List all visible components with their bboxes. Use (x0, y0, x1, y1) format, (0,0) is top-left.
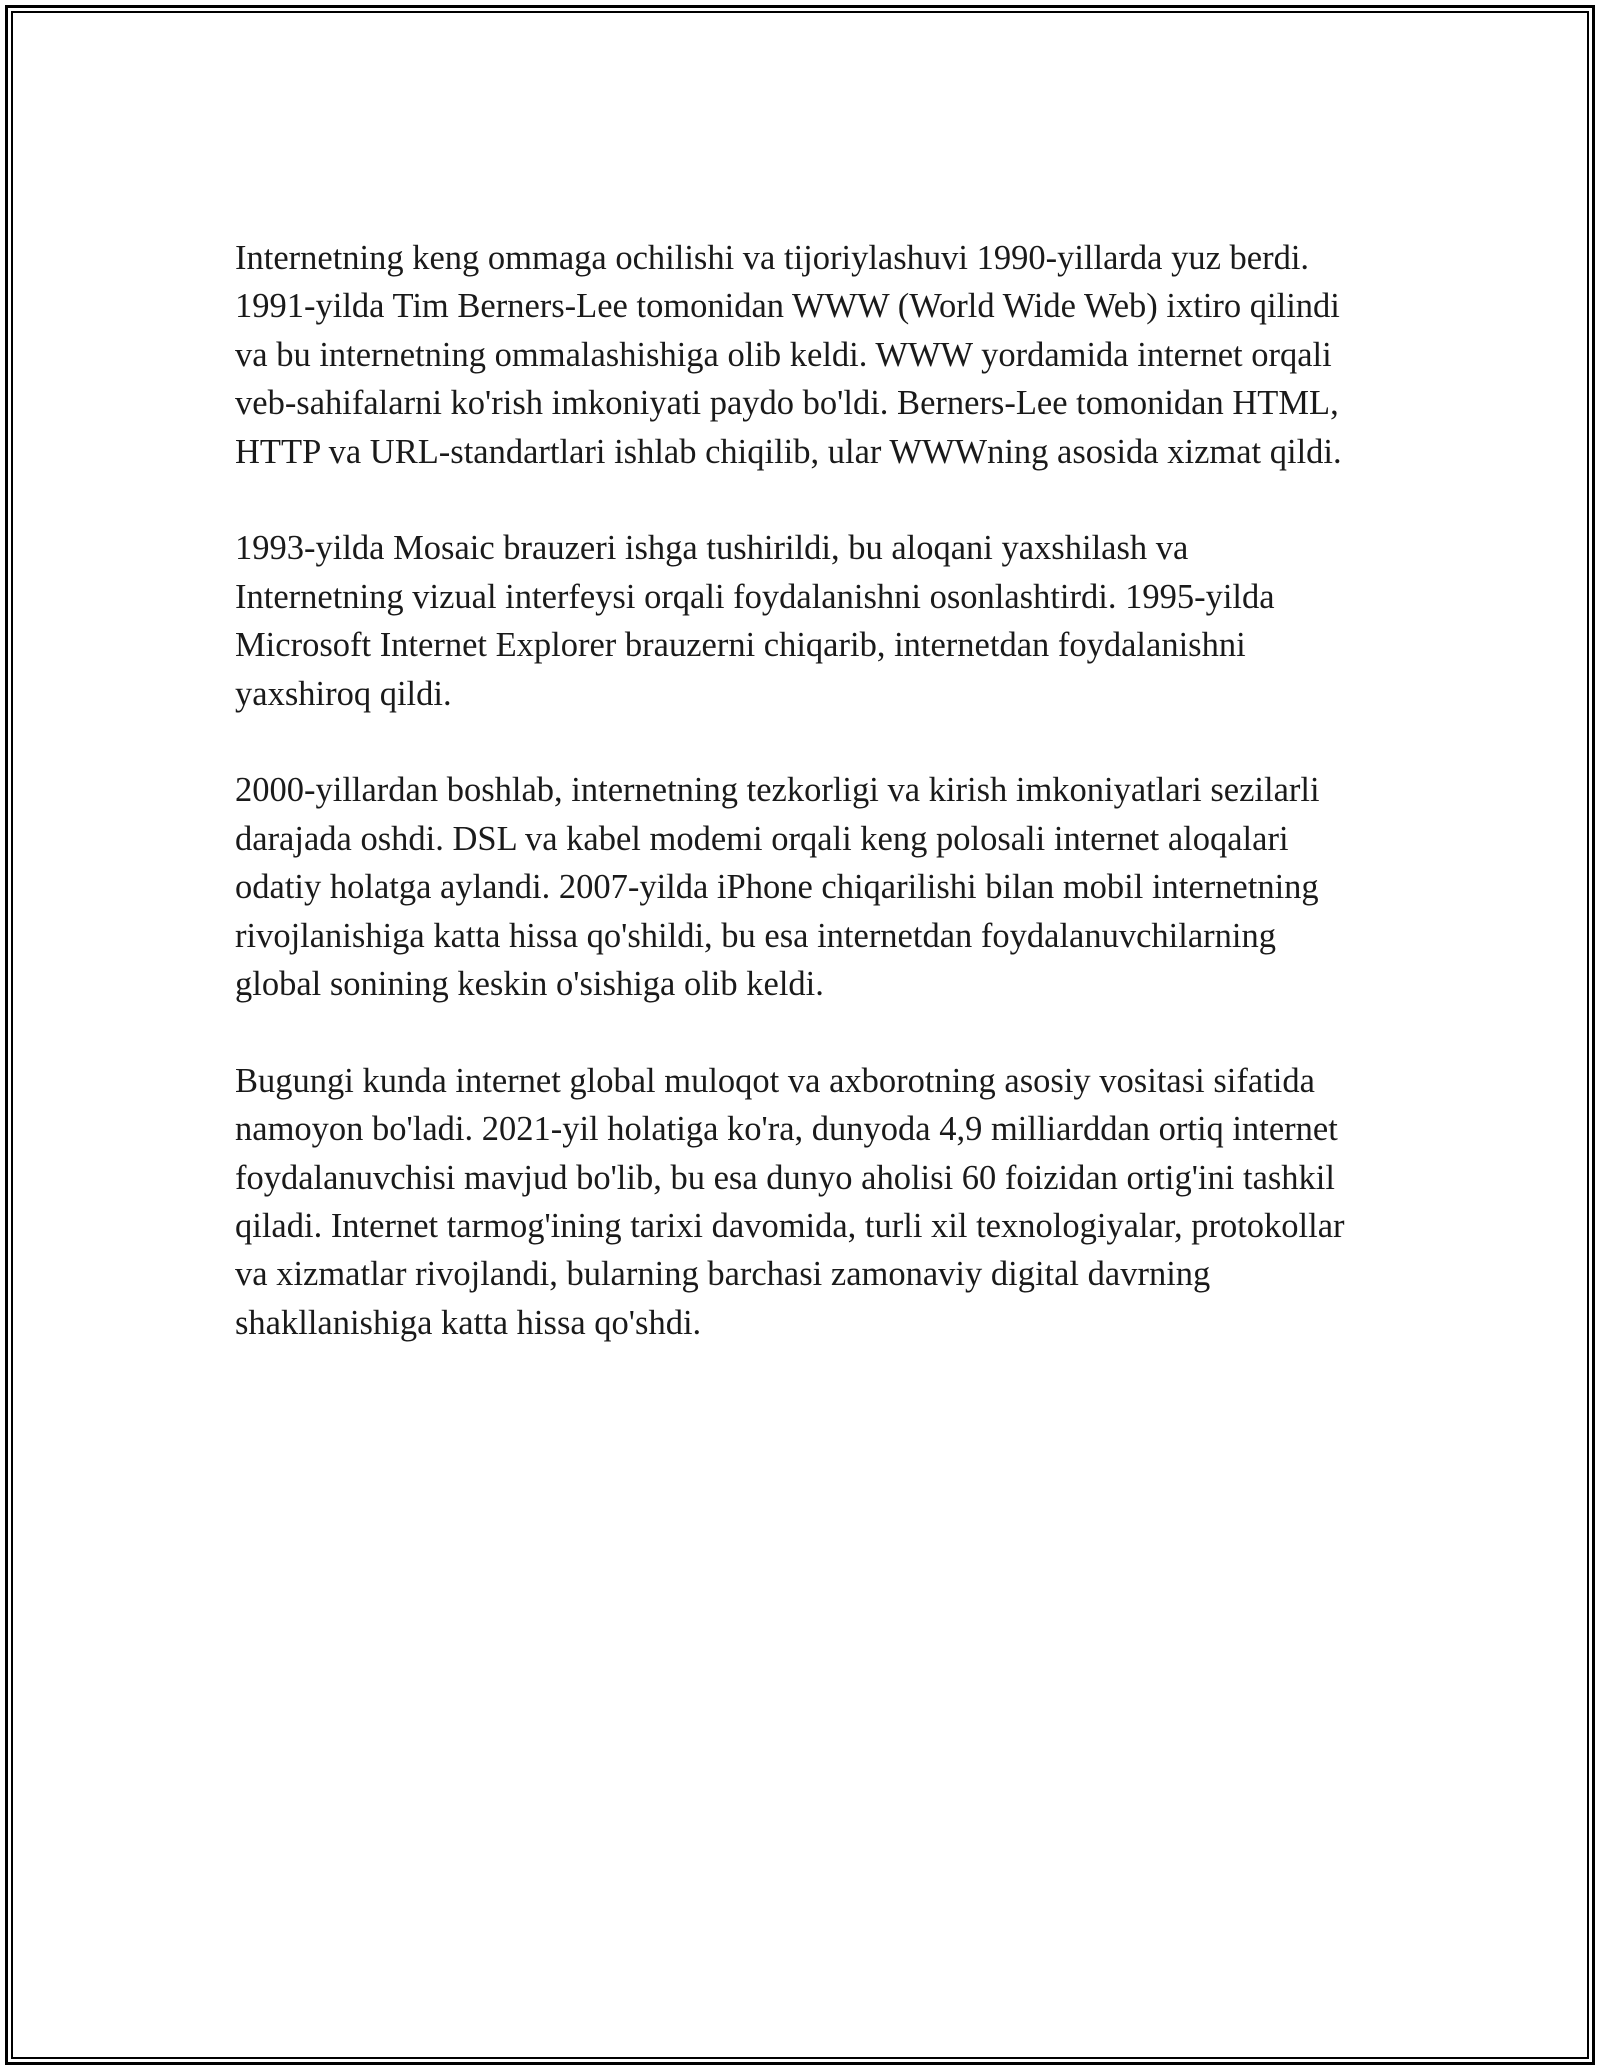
paragraph-today: Bugungi kunda internet global muloqot va axborotning asosiy vositasi sifatida namoyon bo'ladi. 2021-yil holatiga ko'ra, dunyoda 4,9 milliarddan ortiq internet foydalanuvchisi mavjud bo'lib, bu esa dunyo aholisi 60 foizidan ortig'ini tashkil qiladi. Internet tarmog'ining tarixi davomida, turli xil texnologiyalar, protokollar va xizmatlar rivojlandi, bularning barchasi zamonaviy digital davrning shakllanishiga katta hissa qo'shdi. (235, 1061, 1345, 1342)
paragraph-www-history: Internetning keng ommaga ochilishi va tijoriylashuvi 1990-yillarda yuz berdi. 1991-yilda Tim Berners-Lee tomonidan WWW (World Wide Web) ixtiro qilindi va bu internetning ommalashishiga olib keldi. WWW yordamida internet orqali veb-sahifalarni ko'rish imkoniyati paydo bo'ldi. Berners-Lee tomonidan HTML, HTTP va URL-standartlari ishlab chiqilib, ular WWWning asosida xizmat qildi. (235, 239, 1342, 471)
paragraph-browsers: 1993-yilda Mosaic brauzeri ishga tushirildi, bu aloqani yaxshilash va Internetning vizual interfeysi orqali foydalanishni osonlashtirdi. 1995-yilda Microsoft Internet Explorer brauzerni chiqarib, internetdan foydalanishni yaxshiroq qildi. (235, 529, 1275, 713)
document-body (235, 234, 1365, 1396)
paragraph-broadband-mobile: 2000-yillardan boshlab, internetning tezkorligi va kirish imkoniyatlari sezilarli darajada oshdi. DSL va kabel modemi orqali keng polosali internet aloqalari odatiy holatga aylandi. 2007-yilda iPhone chiqarilishi bilan mobil internetning rivojlanishiga katta hissa qo'shildi, bu esa internetdan foydalanuvchilarning global sonining keskin o'sishiga olib keldi. (235, 771, 1320, 1004)
